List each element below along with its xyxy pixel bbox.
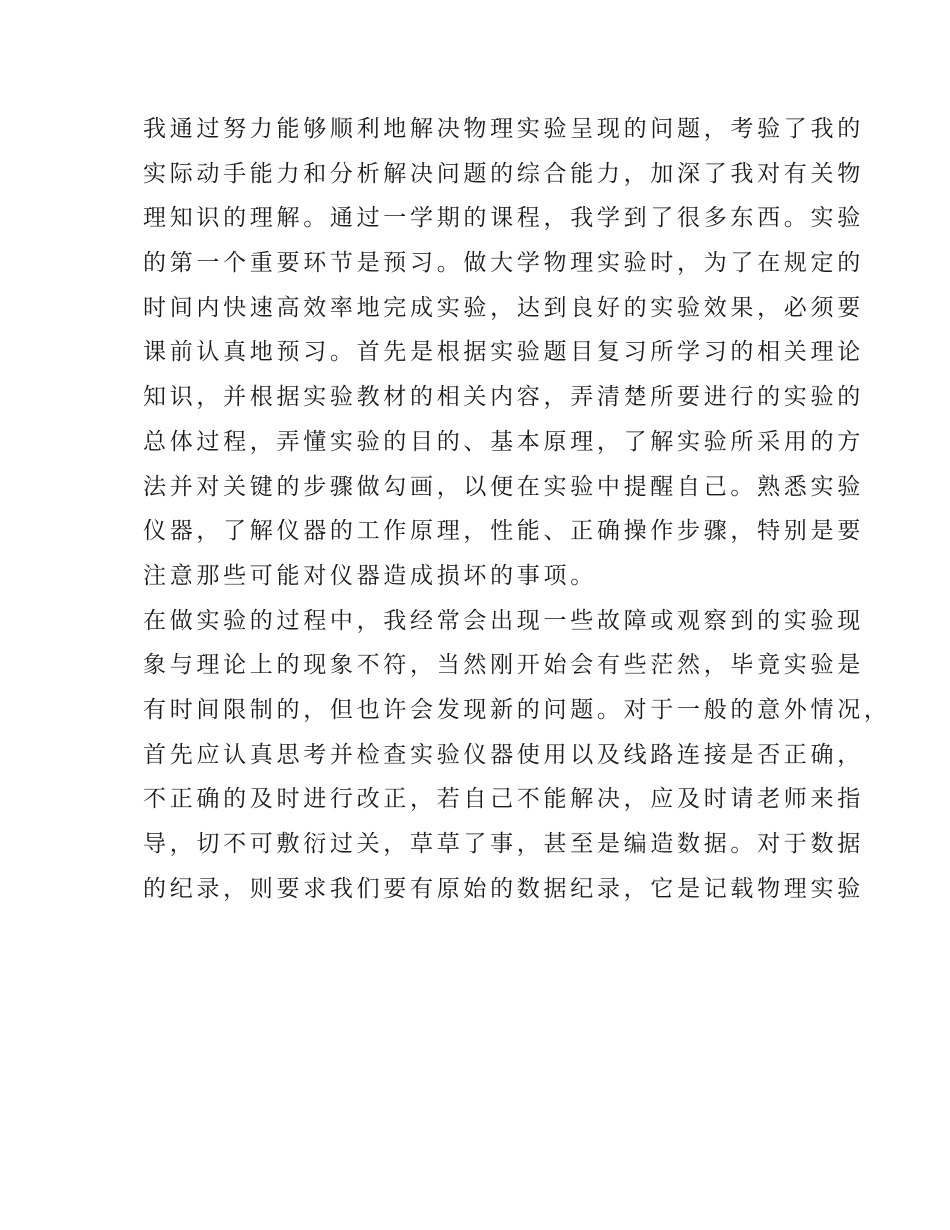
text-line: 实际动手能力和分析解决问题的综合能力，加深了我对有关物 [143, 160, 864, 187]
text-line: 时间内快速高效率地完成实验，达到良好的实验效果，必须要 [143, 294, 864, 321]
text-line: 理知识的理解。通过一学期的课程，我学到了很多东西。实验 [143, 205, 864, 232]
text-line: 知识，并根据实验教材的相关内容，弄清楚所要进行的实验的 [143, 384, 864, 411]
text-line: 不正确的及时进行改正，若自己不能解决，应及时请老师来指 [143, 786, 864, 813]
text-line: 我通过努力能够顺利地解决物理实验呈现的问题，考验了我的 [143, 116, 864, 142]
text-line: 导，切不可敷衍过关，草草了事，甚至是编造数据。对于数据 [143, 831, 864, 857]
text-line: 注意那些可能对仪器造成损坏的事项。 [143, 562, 597, 589]
text-line: 象与理论上的现象不符，当然刚开始会有些茫然，毕竟实验是 [143, 652, 864, 679]
text-line: 在做实验的过程中，我经常会出现一些故障或观察到的实验现 [143, 607, 864, 634]
text-line: 课前认真地预习。首先是根据实验题目复习所学习的相关理论 [143, 339, 864, 366]
text-line: 总体过程，弄懂实验的目的、基本原理，了解实验所采用的方 [143, 428, 864, 455]
body-text [143, 107, 891, 911]
text-line: 的第一个重要环节是预习。做大学物理实验时，为了在规定的 [143, 250, 864, 277]
text-line: 的纪录，则要求我们要有原始的数据纪录，它是记载物理实验 [143, 875, 864, 902]
text-line: 有时间限制的，但也许会发现新的问题。对于一般的意外情况， [143, 696, 891, 723]
text-line: 仪器，了解仪器的工作原理，性能、正确操作步骤，特别是要 [143, 518, 864, 545]
text-line: 法并对关键的步骤做勾画，以便在实验中提醒自己。熟悉实验 [143, 473, 864, 500]
text-line: 首先应认真思考并检查实验仪器使用以及线路连接是否正确， [143, 741, 864, 768]
